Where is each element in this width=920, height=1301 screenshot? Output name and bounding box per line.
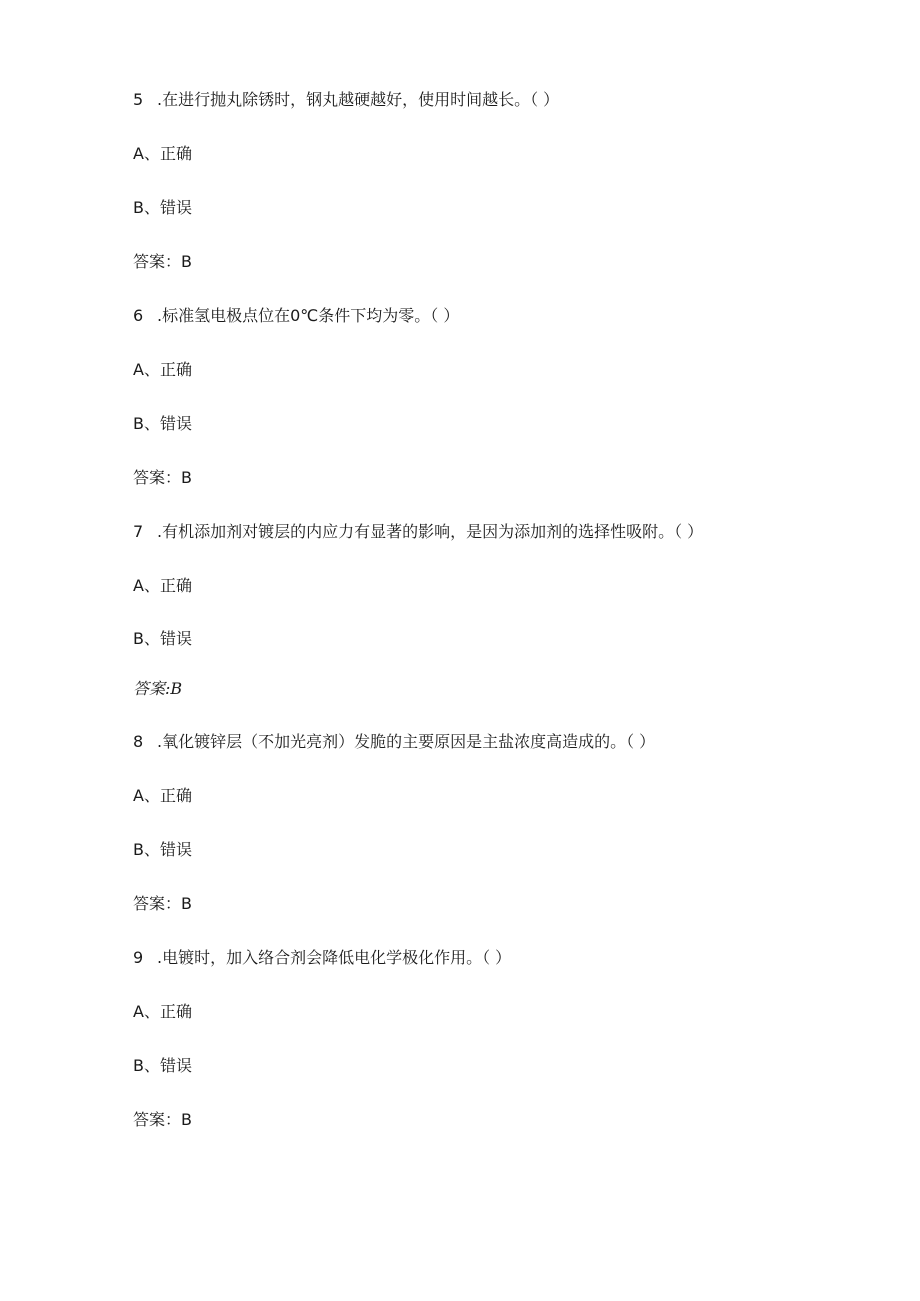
answer: 答案:B	[133, 679, 183, 698]
question-number: 6	[133, 306, 144, 325]
question-text: .电镀时，加入络合剂会降低电化学极化作用。（ ）	[157, 948, 512, 967]
option-b: B、错误	[133, 629, 192, 648]
question-7	[133, 522, 703, 542]
option-b: B、错误	[133, 1056, 192, 1075]
question-5	[133, 90, 559, 110]
question-9	[133, 948, 511, 968]
answer: 答案：B	[133, 1110, 192, 1129]
question-number: 9	[133, 948, 144, 967]
option-a: A、正确	[133, 786, 192, 805]
question-6	[133, 306, 459, 326]
question-number: 5	[133, 90, 144, 109]
option-b: B、错误	[133, 198, 192, 217]
question-text: .氧化镀锌层（不加光亮剂）发脆的主要原因是主盐浓度高造成的。（ ）	[157, 732, 656, 751]
option-a: A、正确	[133, 576, 192, 595]
answer: 答案：B	[133, 468, 192, 487]
option-a: A、正确	[133, 1002, 192, 1021]
question-number: 8	[133, 732, 144, 751]
question-text: .在进行抛丸除锈时，钢丸越硬越好，使用时间越长。（ ）	[157, 90, 560, 109]
answer: 答案：B	[133, 894, 192, 913]
option-a: A、正确	[133, 360, 192, 379]
answer: 答案：B	[133, 252, 192, 271]
question-8	[133, 732, 655, 752]
option-a: A、正确	[133, 144, 192, 163]
option-b: B、错误	[133, 414, 192, 433]
question-number: 7	[133, 522, 144, 541]
question-text: .有机添加剂对镀层的内应力有显著的影响，是因为添加剂的选择性吸附。（ ）	[157, 522, 704, 541]
option-b: B、错误	[133, 840, 192, 859]
question-text: .标准氢电极点位在0℃条件下均为零。（ ）	[157, 306, 460, 325]
